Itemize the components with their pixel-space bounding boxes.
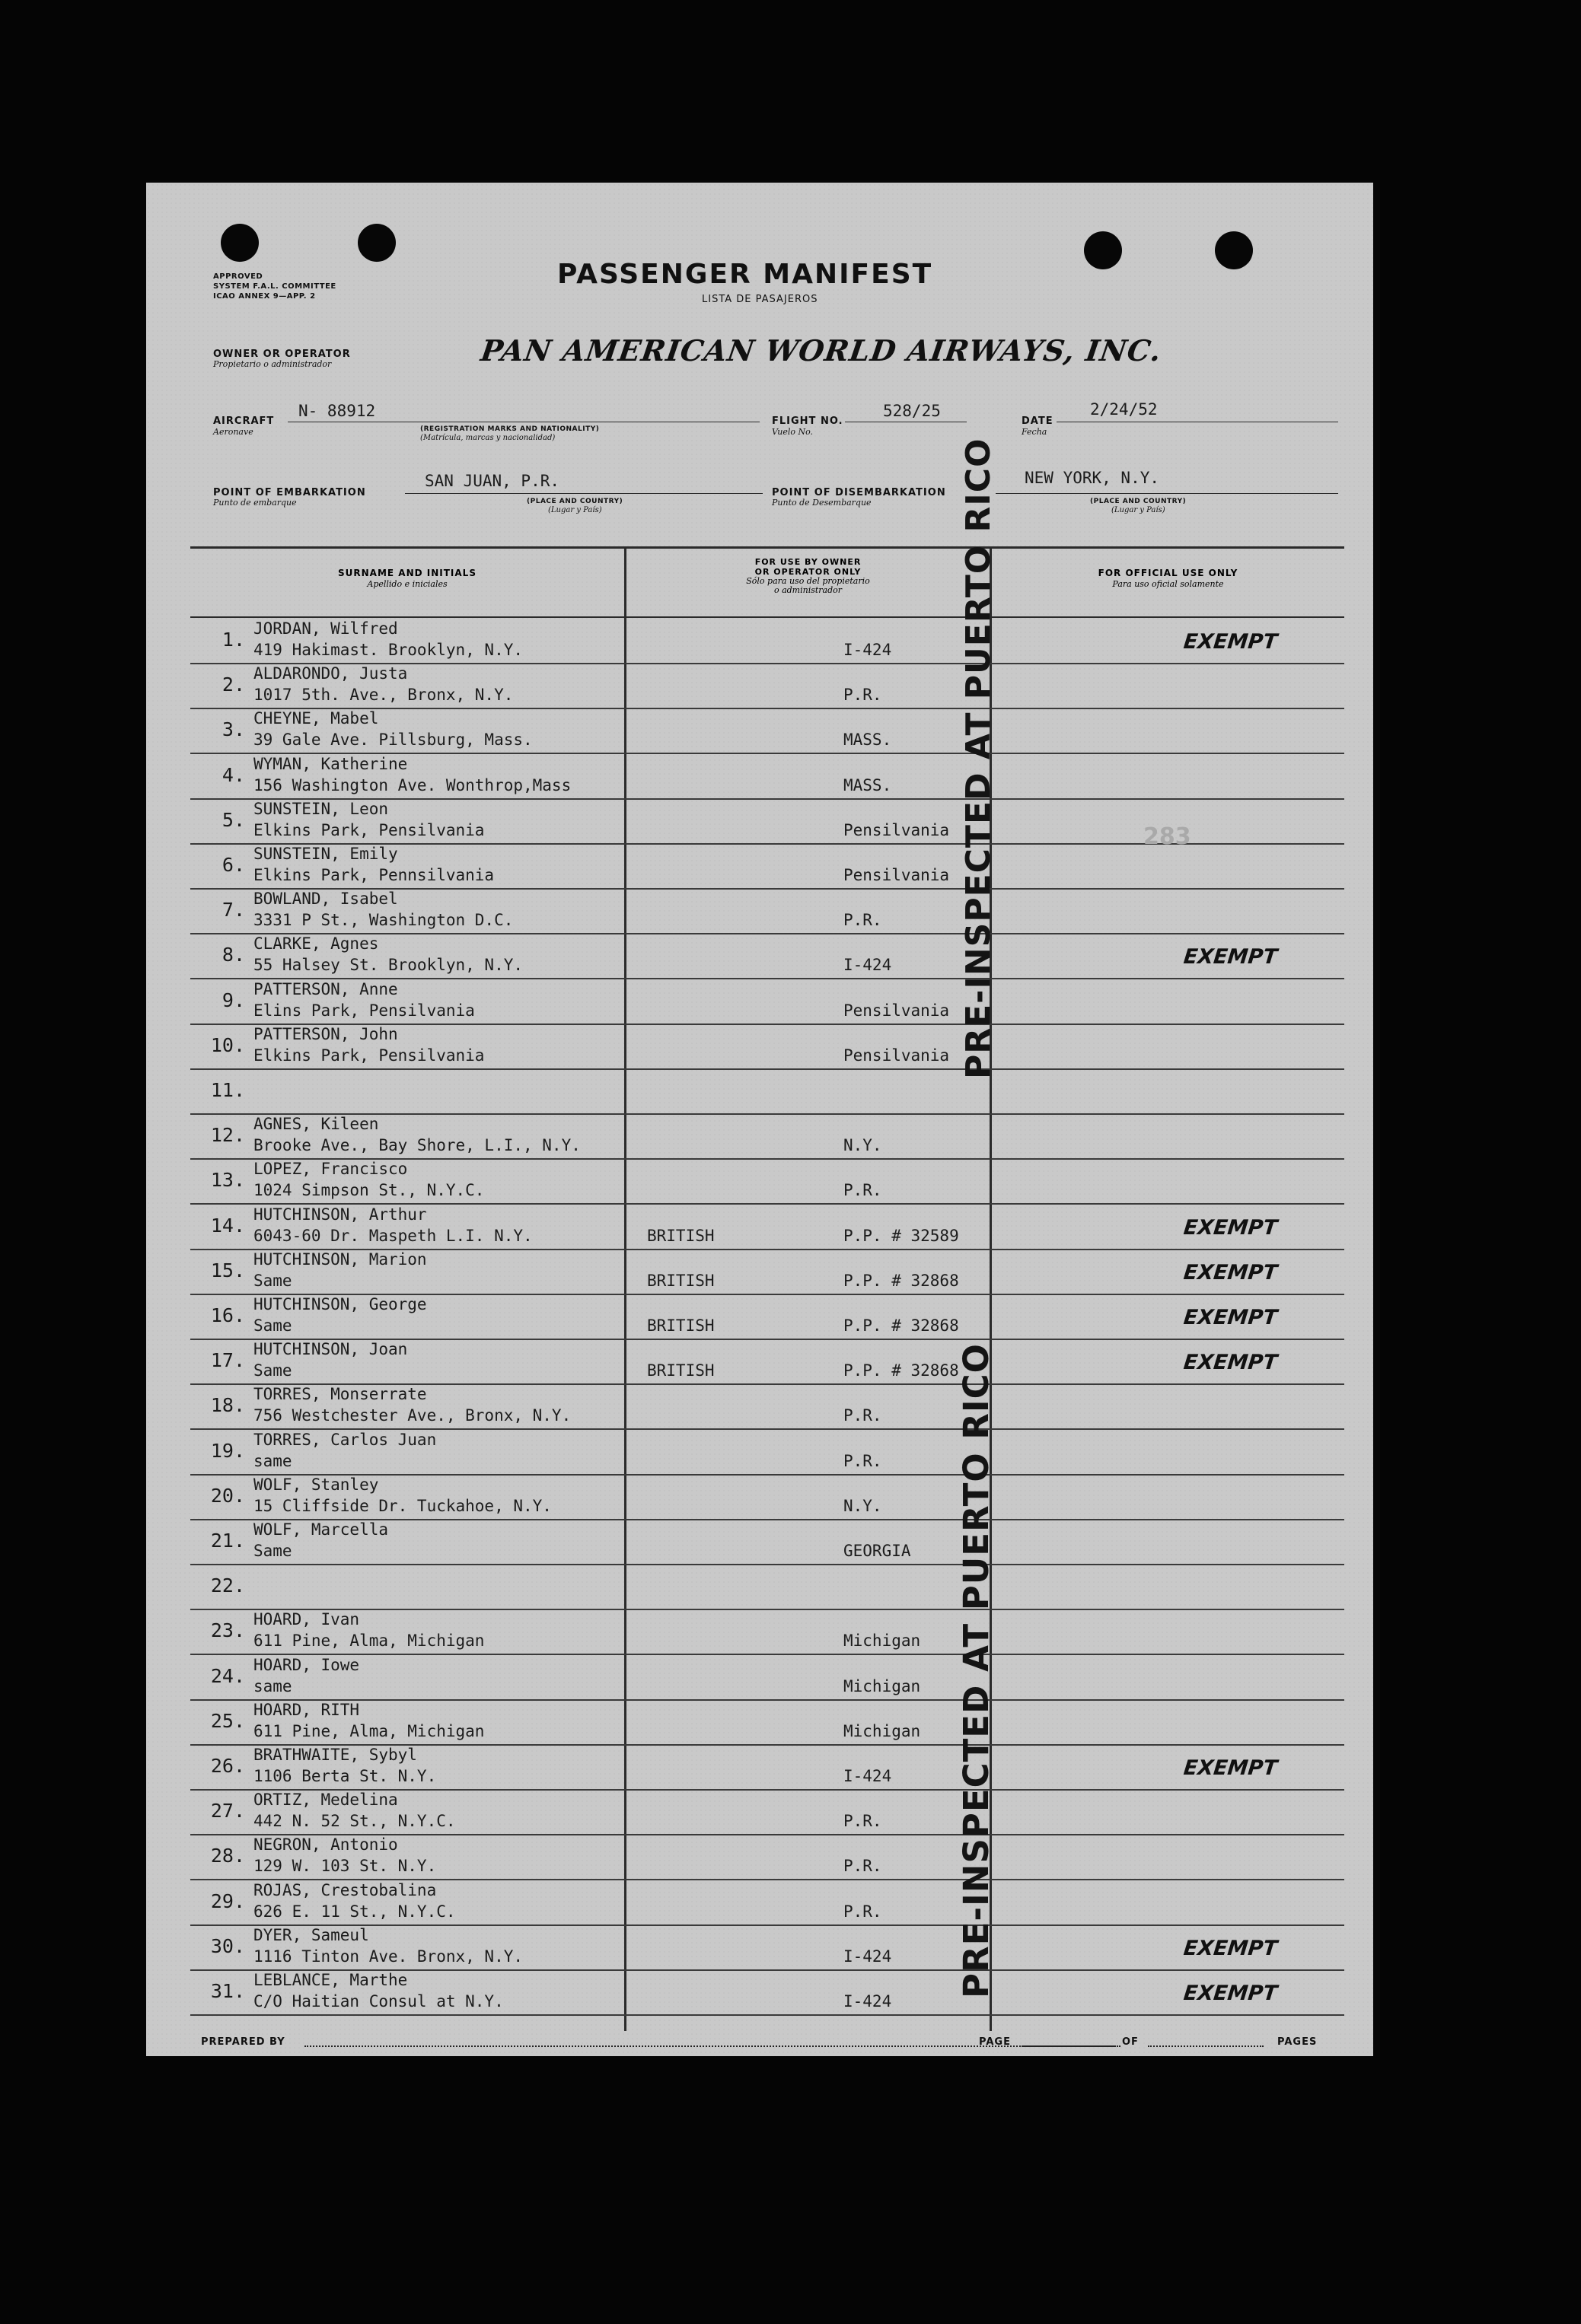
official-use-mark: EXEMPT: [1182, 630, 1279, 654]
passenger-document: P.R.: [843, 686, 882, 705]
airline-name: PAN AMERICAN WORLD AIRWAYS, INC.: [478, 333, 1165, 368]
passenger-name: PATTERSON, John: [253, 1024, 398, 1043]
official-use-mark: EXEMPT: [1182, 1215, 1279, 1240]
passenger-document: Pensilvania: [843, 1046, 950, 1065]
row-number: 24.: [210, 1664, 245, 1687]
passenger-document: P.R.: [843, 1857, 882, 1876]
passenger-document: P.R.: [843, 911, 882, 930]
passenger-document: I-424: [843, 1992, 892, 2010]
passenger-address: 1017 5th. Ave., Bronx, N.Y.: [253, 686, 514, 705]
official-column-header: [992, 568, 1344, 589]
table-row: [190, 755, 1344, 800]
surname-column-header: [190, 568, 624, 589]
official-header-text: FOR OFFICIAL USE ONLY: [1098, 568, 1238, 578]
passenger-name: HUTCHINSON, Marion: [253, 1250, 427, 1269]
passenger-name: JORDAN, Wilfred: [253, 619, 398, 638]
embark-label: POINT OF EMBARKATION: [213, 487, 366, 498]
passenger-name: AGNES, Kileen: [253, 1115, 379, 1134]
passenger-address: 39 Gale Ave. Pillsburg, Mass.: [253, 731, 533, 750]
row-number: 3.: [222, 718, 245, 741]
passenger-address: Elins Park, Pensilvania: [253, 1001, 475, 1020]
table-row: [190, 664, 1344, 709]
row-number: 8.: [222, 944, 245, 966]
owner-column-header: [626, 557, 990, 595]
passenger-document: P.P. # 32589: [843, 1226, 959, 1245]
passenger-nationality: BRITISH: [647, 1316, 715, 1335]
page-title: PASSENGER MANIFEST: [557, 259, 933, 290]
table-row: [190, 1340, 1344, 1385]
preinspected-stamp-upper: PRE-INSPECTED AT PUERTO RICO: [959, 438, 998, 1079]
passenger-name: HUTCHINSON, Arthur: [253, 1205, 427, 1224]
punch-hole: [358, 224, 396, 262]
passenger-address: same: [253, 1676, 292, 1695]
passenger-address: Same: [253, 1316, 292, 1335]
table-row: [190, 619, 1344, 664]
passenger-address: 419 Hakimast. Brooklyn, N.Y.: [253, 641, 524, 659]
passenger-document: MASS.: [843, 731, 892, 750]
row-number: 19.: [210, 1439, 245, 1462]
row-number: 28.: [210, 1845, 245, 1867]
row-number: 25.: [210, 1709, 245, 1732]
row-number: 1.: [222, 629, 245, 651]
passenger-address: 442 N. 52 St., N.Y.C.: [253, 1812, 456, 1831]
passenger-address: 55 Halsey St. Brooklyn, N.Y.: [253, 956, 524, 975]
row-number: 13.: [210, 1169, 245, 1192]
passenger-name: CHEYNE, Mabel: [253, 709, 379, 728]
passenger-address: C/O Haitian Consul at N.Y.: [253, 1992, 504, 2010]
passenger-address: 156 Washington Ave. Wonthrop,Mass: [253, 775, 572, 794]
table-row: [190, 1565, 1344, 1610]
preinspected-stamp-lower: PRE-INSPECTED AT PUERTO RICO: [956, 1343, 996, 1998]
aircraft-value: N- 88912: [298, 402, 376, 420]
table-row: [190, 934, 1344, 979]
row-number: 22.: [210, 1574, 245, 1597]
embark-sub: Punto de embarque: [213, 498, 297, 508]
row-number: 20.: [210, 1484, 245, 1507]
passenger-name: HOARD, RITH: [253, 1700, 360, 1719]
embark-place-note: (PLACE AND COUNTRY): [527, 498, 623, 505]
date-value: 2/24/52: [1090, 400, 1158, 419]
row-number: 5.: [222, 808, 245, 831]
row-number: 18.: [210, 1394, 245, 1417]
table-row: [190, 1926, 1344, 1971]
surname-header-text: SURNAME AND INITIALS: [338, 568, 477, 578]
owner-use-text-2: OR OPERATOR ONLY: [754, 567, 862, 577]
passenger-name: HUTCHINSON, Joan: [253, 1340, 408, 1359]
passenger-document: Pensilvania: [843, 866, 950, 884]
passenger-document: P.R.: [843, 1902, 882, 1921]
of-label: OF: [1122, 2036, 1139, 2048]
table-row: [190, 890, 1344, 934]
passenger-address: same: [253, 1451, 292, 1470]
row-number: 30.: [210, 1934, 245, 1957]
table-row: [190, 1070, 1344, 1115]
registration-note: (REGISTRATION MARKS AND NATIONALITY): [420, 425, 600, 433]
faint-stamp-number: 283: [1143, 823, 1191, 850]
table-row: [190, 845, 1344, 890]
passenger-name: BOWLAND, Isabel: [253, 890, 398, 909]
passenger-document: I-424: [843, 1767, 892, 1785]
disembark-sub: Punto de Desembarque: [772, 498, 872, 508]
passenger-address: 6043-60 Dr. Maspeth L.I. N.Y.: [253, 1226, 533, 1245]
passenger-document: P.P. # 32868: [843, 1316, 959, 1335]
embark-underline: [405, 493, 763, 494]
passenger-address: Brooke Ave., Bay Shore, L.I., N.Y.: [253, 1136, 581, 1155]
table-row: [190, 1701, 1344, 1746]
table-row: [190, 709, 1344, 754]
of-number-line: [1148, 2045, 1264, 2047]
passenger-name: SUNSTEIN, Leon: [253, 799, 389, 818]
passenger-name: SUNSTEIN, Emily: [253, 845, 398, 863]
passenger-name: HUTCHINSON, George: [253, 1295, 427, 1313]
date-sub: Fecha: [1022, 427, 1047, 437]
table-row: [190, 1205, 1344, 1250]
page-number-line: [1022, 2045, 1116, 2047]
passenger-name: HOARD, Iowe: [253, 1655, 360, 1674]
disembark-place-note: (PLACE AND COUNTRY): [1090, 498, 1187, 505]
page-subtitle: LISTA DE PASAJEROS: [702, 294, 818, 305]
passenger-document: N.Y.: [843, 1136, 882, 1155]
row-number: 26.: [210, 1755, 245, 1777]
approval-line-2: SYSTEM F.A.L. COMMITTEE: [213, 282, 336, 291]
passenger-document: Michigan: [843, 1676, 921, 1695]
passenger-name: CLARKE, Agnes: [253, 934, 379, 953]
disembark-label: POINT OF DISEMBARKATION: [772, 487, 946, 498]
passenger-address: 611 Pine, Alma, Michigan: [253, 1721, 485, 1740]
owner-use-sub-2: o administrador: [773, 585, 843, 595]
punch-hole: [221, 224, 259, 262]
owner-use-sub-1: Sólo para uso del propietario: [746, 576, 870, 586]
passenger-name: NEGRON, Antonio: [253, 1835, 398, 1854]
table-row: [190, 980, 1344, 1025]
embark-place-note-sub: (Lugar y País): [548, 506, 602, 514]
passenger-name: WOLF, Stanley: [253, 1475, 379, 1494]
row-number: 7.: [222, 899, 245, 922]
passenger-document: P.R.: [843, 1406, 882, 1425]
passenger-address: Elkins Park, Pensilvania: [253, 1046, 485, 1065]
table-row: [190, 1025, 1344, 1070]
table-row: [190, 1431, 1344, 1476]
official-use-mark: EXEMPT: [1182, 1351, 1279, 1375]
pages-label: PAGES: [1277, 2036, 1318, 2048]
table-row: [190, 1881, 1344, 1926]
passenger-address: 1106 Berta St. N.Y.: [253, 1767, 437, 1785]
table-row: [190, 1385, 1344, 1430]
row-number: 9.: [222, 988, 245, 1011]
passenger-document: Michigan: [843, 1721, 921, 1740]
row-number: 2.: [222, 673, 245, 696]
passenger-nationality: BRITISH: [647, 1361, 715, 1380]
owner-sub: Propietario o administrador: [213, 359, 332, 369]
flight-value: 528/25: [883, 402, 941, 420]
row-number: 17.: [210, 1349, 245, 1372]
passenger-name: TORRES, Monserrate: [253, 1385, 427, 1404]
row-number: 4.: [222, 763, 245, 786]
punch-hole: [1215, 231, 1253, 269]
passenger-address: 3331 P St., Washington D.C.: [253, 911, 514, 930]
passenger-name: TORRES, Carlos Juan: [253, 1430, 437, 1449]
table-row: [190, 1476, 1344, 1520]
table-row: [190, 1610, 1344, 1655]
row-number: 31.: [210, 1980, 245, 2002]
passenger-document: Pensilvania: [843, 1001, 950, 1020]
passenger-document: P.R.: [843, 1812, 882, 1831]
table-row: [190, 1835, 1344, 1880]
passenger-name: WYMAN, Katherine: [253, 754, 408, 773]
table-row: [190, 1115, 1344, 1160]
passenger-document: Pensilvania: [843, 820, 950, 839]
table-header-rule: [190, 616, 1344, 618]
passenger-document: I-424: [843, 1947, 892, 1966]
passenger-document: Michigan: [843, 1632, 921, 1651]
row-rule: [190, 2014, 1344, 2016]
passenger-name: HOARD, Ivan: [253, 1610, 360, 1629]
prepared-by-label: PREPARED BY: [201, 2036, 285, 2048]
official-header-sub: Para uso oficial solamente: [1112, 579, 1224, 589]
table-row: [190, 1520, 1344, 1565]
official-use-mark: EXEMPT: [1182, 1306, 1279, 1329]
table-top-rule: [190, 546, 1344, 549]
table-row: [190, 1295, 1344, 1340]
passenger-address: 15 Cliffside Dr. Tuckahoe, N.Y.: [253, 1496, 552, 1515]
row-number: 16.: [210, 1304, 245, 1326]
passenger-address: Same: [253, 1361, 292, 1380]
approval-line-1: APPROVED: [213, 272, 263, 281]
passenger-document: P.P. # 32868: [843, 1361, 959, 1380]
row-number: 11.: [210, 1079, 245, 1101]
punch-hole: [1084, 231, 1122, 269]
passenger-address: 129 W. 103 St. N.Y.: [253, 1857, 437, 1876]
table-row: [190, 1791, 1344, 1835]
passenger-name: WOLF, Marcella: [253, 1520, 389, 1539]
official-use-mark: EXEMPT: [1182, 1936, 1279, 1960]
official-use-mark: EXEMPT: [1182, 945, 1279, 969]
row-number: 14.: [210, 1214, 245, 1237]
flight-sub: Vuelo No.: [772, 427, 814, 437]
approval-line-3: ICAO ANNEX 9—APP. 2: [213, 292, 316, 301]
official-use-mark: EXEMPT: [1182, 1260, 1279, 1285]
aircraft-label: AIRCRAFT: [213, 415, 275, 427]
table-row: [190, 1746, 1344, 1791]
disembark-place-note-sub: (Lugar y País): [1111, 506, 1165, 514]
passenger-address: Elkins Park, Pensilvania: [253, 820, 485, 839]
manifest-sheet: [146, 183, 1373, 2056]
registration-note-sub: (Matrícula, marcas y nacionalidad): [420, 434, 556, 442]
row-number: 6.: [222, 854, 245, 876]
row-number: 10.: [210, 1033, 245, 1056]
passenger-address: Same: [253, 1542, 292, 1560]
embark-value: SAN JUAN, P.R.: [425, 472, 560, 490]
passenger-address: 1024 Simpson St., N.Y.C.: [253, 1181, 485, 1200]
row-number: 23.: [210, 1619, 245, 1642]
passenger-name: ORTIZ, Medelina: [253, 1791, 398, 1810]
disembark-underline: [996, 493, 1338, 494]
passenger-address: 1116 Tinton Ave. Bronx, N.Y.: [253, 1947, 524, 1966]
passenger-document: GEORGIA: [843, 1542, 911, 1560]
official-use-mark: EXEMPT: [1182, 1756, 1279, 1780]
passenger-document: MASS.: [843, 775, 892, 794]
passenger-name: ALDARONDO, Justa: [253, 664, 408, 683]
row-number: 29.: [210, 1889, 245, 1912]
passenger-name: PATTERSON, Anne: [253, 979, 398, 998]
passenger-name: LEBLANCE, Marthe: [253, 1971, 408, 1989]
owner-label: OWNER OR OPERATOR: [213, 349, 351, 360]
passenger-nationality: BRITISH: [647, 1226, 715, 1245]
table-row: [190, 1160, 1344, 1205]
passenger-address: 756 Westchester Ave., Bronx, N.Y.: [253, 1406, 572, 1425]
table-row: [190, 1656, 1344, 1701]
passenger-name: ROJAS, Crestobalina: [253, 1880, 437, 1899]
row-number: 21.: [210, 1530, 245, 1552]
passenger-document: P.R.: [843, 1451, 882, 1470]
flight-label: FLIGHT NO.: [772, 415, 843, 427]
row-number: 15.: [210, 1259, 245, 1281]
disembark-value: NEW YORK, N.Y.: [1025, 469, 1160, 487]
official-use-mark: EXEMPT: [1182, 1982, 1279, 2005]
passenger-document: N.Y.: [843, 1496, 882, 1515]
passenger-address: Elkins Park, Pennsilvania: [253, 866, 495, 884]
passenger-document: P.R.: [843, 1181, 882, 1200]
passenger-address: 611 Pine, Alma, Michigan: [253, 1632, 485, 1651]
aircraft-sub: Aeronave: [213, 427, 253, 437]
surname-header-sub: Apellido e iniciales: [367, 579, 448, 589]
row-number: 12.: [210, 1124, 245, 1147]
row-number: 27.: [210, 1800, 245, 1823]
passenger-address: Same: [253, 1271, 292, 1290]
passenger-name: LOPEZ, Francisco: [253, 1160, 408, 1179]
date-label: DATE: [1022, 415, 1053, 427]
passenger-document: I-424: [843, 641, 892, 659]
passenger-name: BRATHWAITE, Sybyl: [253, 1746, 417, 1764]
passenger-document: I-424: [843, 956, 892, 975]
passenger-address: 626 E. 11 St., N.Y.C.: [253, 1902, 456, 1921]
passenger-nationality: BRITISH: [647, 1271, 715, 1290]
owner-use-text-1: FOR USE BY OWNER: [754, 557, 862, 567]
table-row: [190, 1250, 1344, 1295]
table-row: [190, 1971, 1344, 2016]
passenger-name: DYER, Sameul: [253, 1925, 369, 1944]
passenger-document: P.P. # 32868: [843, 1271, 959, 1290]
page-label: PAGE: [979, 2036, 1011, 2048]
